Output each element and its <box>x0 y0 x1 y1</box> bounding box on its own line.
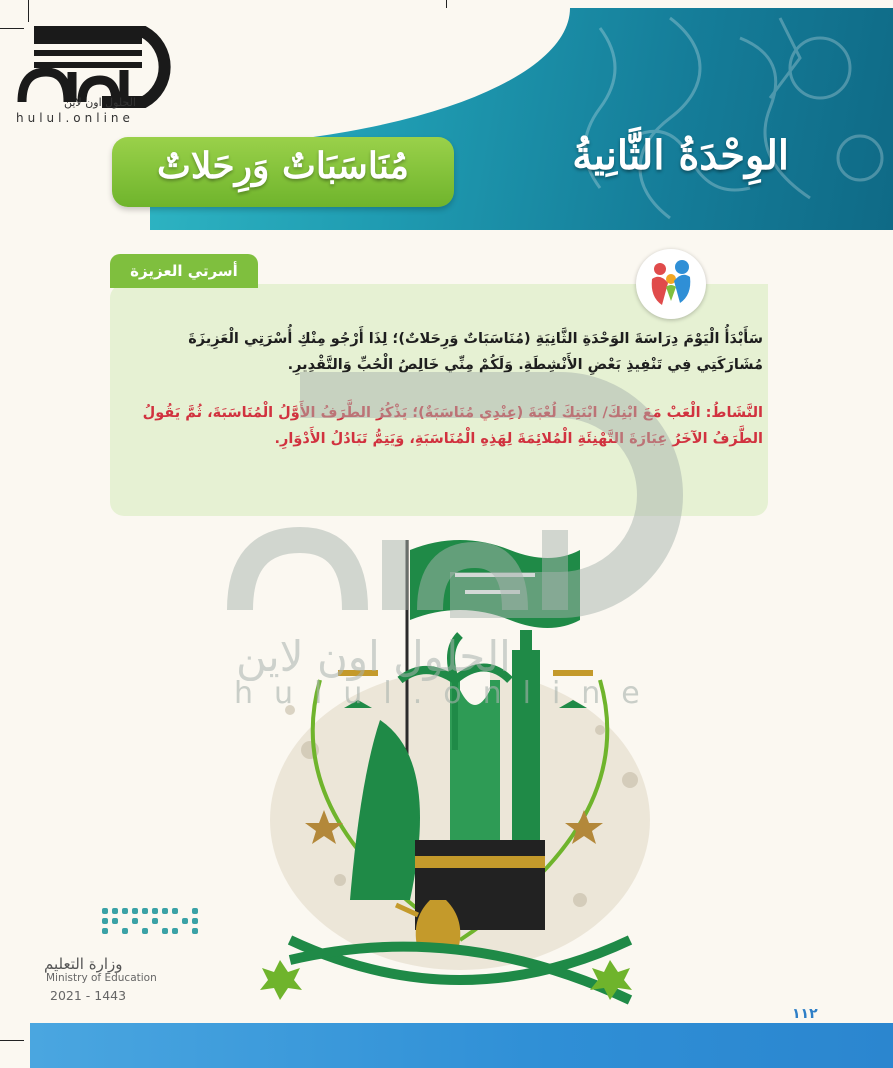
intro-paragraph: سَأَبْدَأُ الْيَوْمَ دِرَاسَةَ الوَحْدَةِ الثَّانِيَةِ (مُنَاسَبَاتٌ وَرِحَلاتٌ)؛ لِذَا أَرْجُو مِنْكِ أُسْرَتِي الْعَزِيزَةَ مُشَارَكَتِي فِي تَنْفِيذِ بَعْضِ الأَنْشِطَةِ. وَلَكُمْ مِنِّي خَالِصُ الْحُبِّ وَالتَّقْدِيرِ. <box>188 331 763 373</box>
family-badge <box>636 249 706 319</box>
unit-subtitle-pill <box>112 137 454 207</box>
ministry-year: 2021 - 1443 <box>50 988 127 1003</box>
unit-title: الوِحْدَةُ الثَّانِيةُ <box>572 132 789 179</box>
saudi-national-illustration <box>250 520 670 1020</box>
unit-subtitle: مُنَاسَبَاتٌ وَرِحَلاتٌ <box>157 145 409 187</box>
logo-arabic-text: الحلول اون لاين <box>64 96 136 109</box>
section-tab: أسرتي العزيزة <box>110 254 258 288</box>
activity-paragraph: النَّشَاطُ: الْعَبْ مَعَ ابْنِكَ/ ابْنَتِكَ لُعْبَةَ (عِنْدِي مُنَاسَبَةٌ)؛ يَذْكُرُ الطَّرَفُ الأَوَّلُ الْمُنَاسَبَةَ، ثُمَّ يَقُولُ الطَّرَفُ الآخَرُ عِبَارَةَ التَّهْنِئَةِ الْمُلائِمَةَ لِهَذِهِ الْمُنَاسَبَةِ، وَيَتِمُّ تَبَادُلُ الأَدْوَارِ. <box>142 405 763 447</box>
footer-bar <box>30 1023 893 1068</box>
watermark-arabic-text: الحلول اون لاين <box>236 632 511 681</box>
ministry-arabic-name: وزارة التعليم <box>44 955 123 973</box>
crop-mark <box>0 1040 24 1041</box>
family-icon <box>636 249 706 319</box>
ministry-english-name: Ministry of Education <box>46 972 157 984</box>
page-number: ١١٢ <box>792 1006 818 1022</box>
calligraphy-pattern <box>560 8 893 230</box>
watermark-latin-text: hulul.online <box>234 676 661 711</box>
logo-latin-text: hulul.online <box>16 111 134 125</box>
